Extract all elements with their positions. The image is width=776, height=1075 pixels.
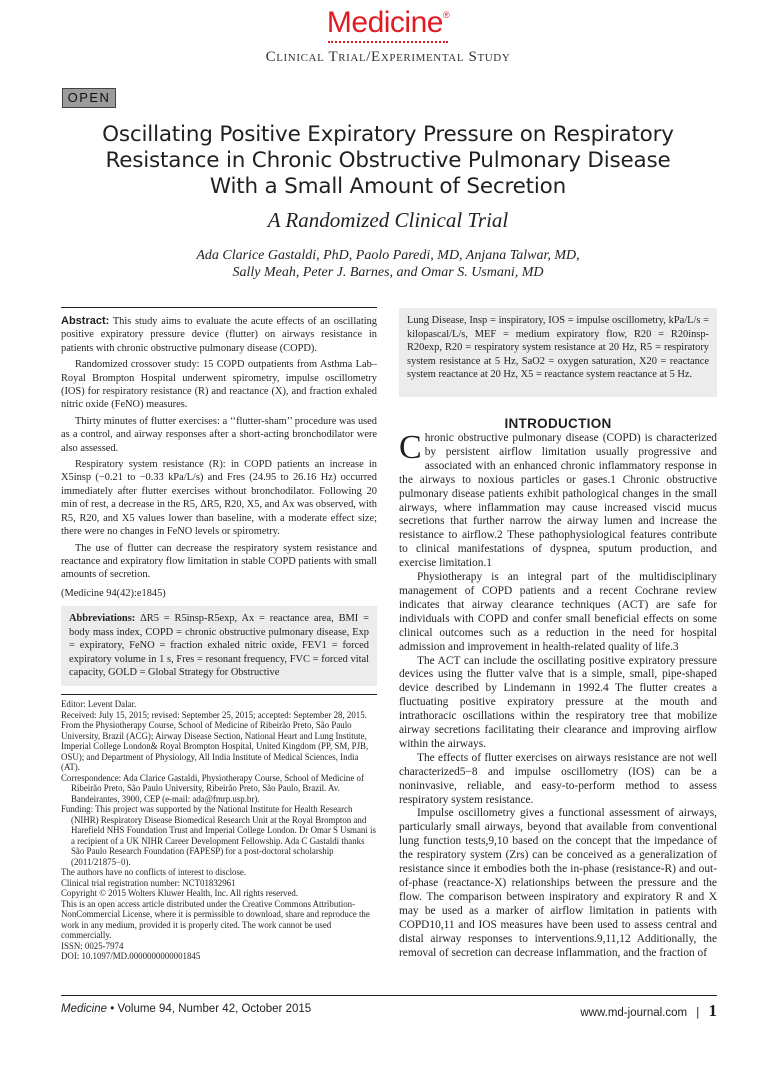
footer-journal: Medicine	[61, 1003, 108, 1015]
footer-right	[580, 1001, 717, 1021]
footnote: Funding: This project was supported by the National Institute for Health Research (NIHR) Respiratory Disease Biomedical Research Unit at the Royal Brompton and Harefield NHS Foundation Trust and Imperial College London. Dr Omar S Usmani is a recipient of a UK NIHR Career Development Fellowship. Ada C Gastaldi thanks São Paulo Research Foundation (FAPESP) for a post-doctoral scholarship (2011/21875−0).	[61, 804, 376, 867]
journal-logo: Medicine®	[326, 6, 450, 39]
footer-volume: Volume 94, Number 42, October 2015	[117, 1003, 312, 1015]
title-line: With a Small Amount of Secretion	[209, 174, 567, 199]
footnote: The authors have no conflicts of interest to disclose.	[61, 867, 247, 877]
body-paragraph: Physiotherapy is an integral part of the multidisciplinary management of COPD patients and a recent Cochrane review indicates that airway clearance techniques (ACT) are safe for individuals with COPD and confer small beneficial effects on some clinical outcomes such as a reduction in the need for hospital admission and improvement in health-related quality of life.3	[399, 571, 717, 653]
footnote: Clinical trial registration number: NCT01832961	[61, 877, 236, 888]
body-paragraph: Chronic obstructive pulmonary disease (COPD) is characterized by persistent airflow limitation usually progressive and associated with an enhanced chronic inflammatory response in the airways to noxious particles or gases.1 Chronic obstructive pulmonary disease patients exhibit pathological changes in the small airways, where inflammation may cause increased viscid mucus secretions that further narrow the airway lumen and increase the resistance to airflow.2 These pathophysiological features contribute to clinical manifestations of dyspnea, sputum production, and exercise limitation.1	[399, 429, 717, 570]
body-paragraph: Impulse oscillometry gives a functional assessment of airways, particularly small airways, beyond that available from conventional lung function tests,9,10 based on the concept that the impedance of the respiratory system (Zrs) can be conceived as a generalization of resistance since it embodies both the in-phase (resistance-R) and out-of-phase (reactance-X) relationships between the pressure and the flow. The comparison between inspiratory and expiratory R and X may be used as a marker of airflow limitation in patients with COPD10,11 and IOS measures have been used to assess central and distal airway responses to interventions.9,11,12 Additionally, the removal of secretion can decrease inflammation, and the fraction of	[399, 807, 717, 959]
author-line: Ada Clarice Gastaldi, PhD, Paolo Paredi, MD, Anjana Talwar, MD,	[196, 248, 580, 263]
drop-cap: C	[399, 429, 422, 466]
footnote: ISSN: 0025-7974	[61, 940, 124, 951]
abbreviations-box	[61, 606, 377, 686]
open-access-badge: OPEN	[62, 88, 116, 108]
abbreviations-text: Abbreviations: ΔR5 = R5insp-R5exp, Ax = reactance area, BMI = body mass index, COPD = chronic obstructive pulmonary disease, Exp = expiratory, FeNO = fraction exhaled nitric oxide, FEV1 = forced expiratory volume in 1 s, Fres = resonant frequency, FVC = forced vital capacity, GOLD = Global Strategy for Obstructive	[69, 613, 369, 679]
footnote: DOI: 10.1097/MD.0000000000001845	[61, 951, 201, 961]
footnote: Received: July 15, 2015; revised: September 25, 2015; accepted: September 28, 2015.	[61, 709, 367, 720]
page-number: 1	[708, 1001, 717, 1020]
citation: (Medicine 94(42):e1845)	[61, 588, 166, 599]
body-paragraph: The ACT can include the oscillating positive expiratory pressure devices using the flutter valve that is a simple, small, pipe-shaped device described by Lindemann in 1992.4 The flutter creates a fluctuating positive expiratory pressure at the mouth and intrathoracic oscillations within the respiratory tree that mobilize airway secretions facilitating their clearance and improving airflow within the airways.	[399, 654, 717, 750]
abstract-paragraph: The use of flutter can decrease the respiratory system resistance and reactance and expiratory flow limitation in stable COPD patients with small amounts of secretion.	[61, 542, 377, 581]
footer-website[interactable]: www.md-journal.com	[580, 1007, 688, 1019]
abstract-top-rule	[61, 307, 377, 308]
footnote: Copyright © 2015 Wolters Kluwer Health, Inc. All rights reserved.	[61, 888, 299, 898]
footer-rule	[61, 995, 717, 996]
footnote-rule	[61, 694, 377, 695]
introduction-heading: INTRODUCTION	[504, 416, 612, 431]
footer-separator: |	[696, 1007, 700, 1019]
title-line: Oscillating Positive Expiratory Pressure on Respiratory	[102, 122, 674, 147]
footnote: Correspondence: Ada Clarice Gastaldi, Physiotherapy Course, School of Medicine of Ribeirão Preto, São Paulo University, Ribeirão Preto, São Paulo, Brazil. Av. Bandeirantes, 3900, CEP (e-mail: ada@fmrp.usp.br).	[61, 772, 364, 804]
article-subtitle: A Randomized Clinical Trial	[267, 208, 509, 232]
body-paragraph: The effects of flutter exercises on airways resistance are not well characterized5−8 and impulse oscillometry (IOS) can be a noninvasive, reliable, and easy-to-perform method to assess respiratory system resistance.	[399, 751, 717, 806]
article-title	[40, 122, 736, 200]
abstract	[61, 315, 377, 585]
abbreviations-box-continued	[399, 308, 717, 397]
footer-bullet: •	[110, 1003, 115, 1015]
abbreviations-text-continued: Lung Disease, Insp = inspiratory, IOS = impulse oscillometry, kPa/L/s = kilopascal/L/s, MEF = medium expiratory flow, R20 = R20insp-R20exp, R20 = respiratory system resistance at 20 Hz, R5 = respiratory system resistance at 5 Hz, SaO2 = oxygen saturation, X20 = reactance system reactance at 20 Hz, X5 = reactance system reactance at 5 Hz.	[407, 315, 709, 381]
title-line: Resistance in Chronic Obstructive Pulmonary Disease	[105, 148, 671, 173]
abstract-paragraph: Respiratory system resistance (R): in COPD patients an increase in X5insp (−0.21 to −0.33 kPa/L/s) and Fres (24.95 to 26.16 Hz) occurred immediately after flutter exercises without bronchodilator. Following 20 min of rest, a decrease in the R5, ΔR5, R20, X5, and Ax was observed, with R5, R20, and X5 values lower than baseline, with a moderate effect size; there were no changes in FeNO levels or spirometry.	[61, 459, 377, 538]
abstract-label: Abstract:	[61, 315, 110, 327]
abstract-paragraph: Randomized crossover study: 15 COPD outpatients from Asthma Lab–Royal Brompton Hospital underwent spirometry, impulse oscillometry (IOS) for respiratory resistance (R) and reactance (X), and fraction exhaled nitric oxide (FeNO) measures.	[61, 359, 377, 411]
footnote: From the Physiotherapy Course, School of Medicine of Ribeirão Preto, São Paulo University, Brazil (ACG); Airway Disease Section, National Heart and Lung Institute, Imperial College London& Royal Brompton Hospital, United Kingdom (PP, SM, PJB, OSU); and Department of Physiology, All India Institute of Medical Sciences, India (AT).	[61, 720, 369, 772]
footnote: This is an open access article distributed under the Creative Commons Attribution- NonCommercial License, where it is permissible to download, share and reproduce the work in any medium, provided it is properly cited. The work cannot be used commercially.	[61, 898, 370, 940]
introduction-body	[399, 429, 717, 960]
footnotes	[61, 699, 377, 962]
author-list	[0, 247, 776, 281]
logo-underline	[328, 41, 448, 43]
abbreviations-label: Abbreviations:	[69, 613, 136, 624]
author-line: Sally Meah, Peter J. Barnes, and Omar S. Usmani, MD	[232, 265, 544, 280]
abstract-paragraph: Abstract: This study aims to evaluate the acute effects of an oscillating positive expiratory pressure device (flutter) on airways resistance in patients with chronic obstructive pulmonary disease (COPD).	[61, 315, 377, 354]
footnote: Editor: Levent Dalar.	[61, 699, 137, 709]
footer-left	[61, 1003, 311, 1015]
section-type-label: Clinical Trial/Experimental Study	[265, 49, 511, 65]
abstract-paragraph: Thirty minutes of flutter exercises: a ‘‘flutter-sham’’ procedure was used as a control, and airway responses after a short-acting bronchodilator were also assessed.	[61, 415, 377, 454]
